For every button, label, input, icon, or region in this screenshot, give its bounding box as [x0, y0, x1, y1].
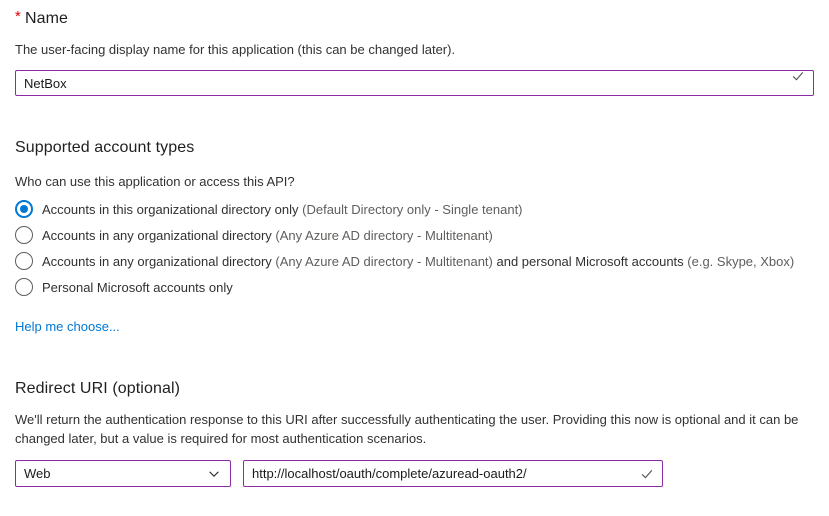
radio-button[interactable]	[15, 278, 33, 296]
account-types-section-title: Supported account types	[15, 139, 195, 156]
name-title-text: Name	[24, 10, 69, 27]
redirect-uri-row	[15, 460, 814, 487]
radio-button[interactable]	[15, 226, 33, 244]
redirect-uri-input[interactable]	[243, 460, 663, 487]
platform-select[interactable]	[15, 460, 231, 487]
name-section-title	[15, 10, 814, 28]
account-types-radio-group	[15, 196, 814, 300]
account-types-question: Who can use this application or access this API?	[15, 174, 295, 189]
radio-option-multitenant-personal[interactable]	[15, 248, 814, 274]
radio-option-multitenant[interactable]	[15, 222, 814, 248]
name-input-wrap	[15, 59, 814, 96]
redirect-uri-section-title: Redirect URI (optional)	[15, 380, 181, 397]
radio-option-label: Accounts in any organizational directory (Any Azure AD directory - Multitenant) and personal Microsoft accounts (e.g. Skype, Xbox)	[42, 253, 795, 269]
redirect-uri-input-wrap	[243, 460, 663, 487]
required-asterisk: *	[15, 8, 21, 25]
radio-option-label: Personal Microsoft accounts only	[42, 279, 233, 295]
redirect-uri-description: We'll return the authentication response to this URI after successfully authenticating the user. Providing this now is optional and it can be changed later, but a value is required for most authentication scenarios.	[15, 412, 799, 446]
chevron-down-icon	[207, 467, 221, 481]
name-description: The user-facing display name for this application (this can be changed later).	[15, 42, 456, 57]
radio-option-personal-only[interactable]	[15, 274, 814, 300]
name-input[interactable]	[15, 70, 814, 96]
radio-option-label: Accounts in any organizational directory (Any Azure AD directory - Multitenant)	[42, 227, 493, 243]
radio-button[interactable]	[15, 200, 33, 218]
radio-button[interactable]	[15, 252, 33, 270]
platform-select-value: Web	[24, 466, 51, 481]
help-me-choose-link[interactable]: Help me choose...	[15, 319, 120, 334]
radio-option-label: Accounts in this organizational directory only (Default Directory only - Single tenant)	[42, 201, 523, 217]
radio-option-single-tenant[interactable]	[15, 196, 814, 222]
